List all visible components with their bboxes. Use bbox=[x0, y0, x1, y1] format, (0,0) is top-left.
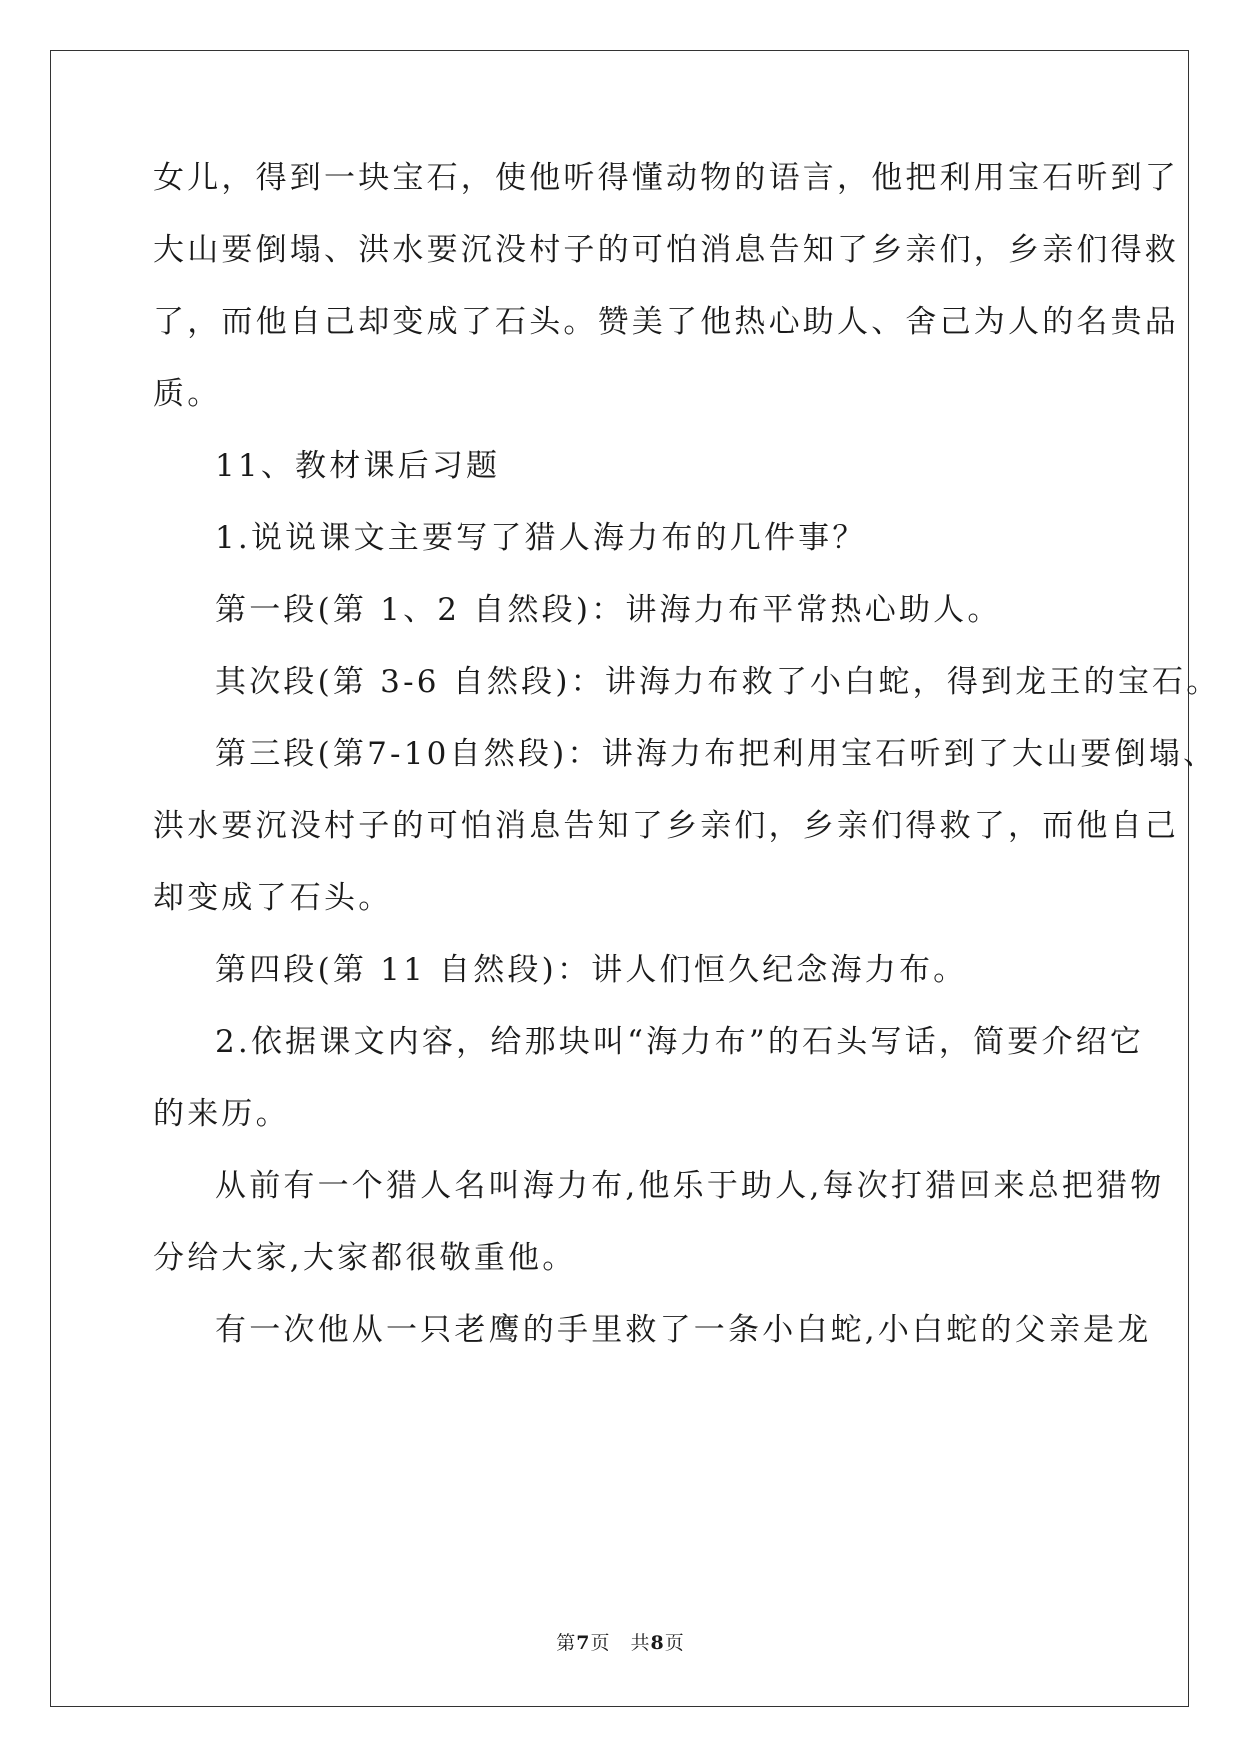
question-1: 1.说说课文主要写了猎人海力布的几件事？ bbox=[215, 520, 867, 556]
text-line: 从前有一个猎人名叫海力布,他乐于助人,每次打猎回来总把猎物 bbox=[215, 1168, 1165, 1204]
text-line: 其次段(第 3-6 自然段)：讲海力布救了小白蛇，得到龙王的宝石。 bbox=[215, 664, 1221, 700]
section-heading: 11、教材课后习题 bbox=[215, 448, 501, 484]
text-line: 第一段(第 1、2 自然段)：讲海力布平常热心助人。 bbox=[215, 592, 1002, 628]
page-footer bbox=[0, 1631, 1241, 1655]
text-line: 有一次他从一只老鹰的手里救了一条小白蛇,小白蛇的父亲是龙 bbox=[215, 1312, 1152, 1348]
page-number-current: 7 bbox=[576, 1632, 591, 1654]
text-line: 第四段(第 11 自然段)：讲人们恒久纪念海力布。 bbox=[215, 952, 968, 988]
page-number-suffix: 页 bbox=[664, 1632, 685, 1654]
text-line: 大山要倒塌、洪水要沉没村子的可怕消息告知了乡亲们，乡亲们得救 bbox=[153, 232, 1179, 268]
text-line: 的来历。 bbox=[153, 1096, 290, 1132]
question-2: 2.依据课文内容，给那块叫“海力布”的石头写话，简要介绍它 bbox=[215, 1024, 1145, 1060]
text-line: 洪水要沉没村子的可怕消息告知了乡亲们，乡亲们得救了，而他自己 bbox=[153, 808, 1179, 844]
page-number-total: 8 bbox=[650, 1632, 665, 1654]
text-line: 质。 bbox=[153, 376, 222, 412]
page-number-prefix: 第 bbox=[556, 1632, 577, 1654]
text-line: 第三段(第7-10自然段)：讲海力布把利用宝石听到了大山要倒塌、 bbox=[215, 736, 1218, 772]
text-line: 了，而他自己却变成了石头。赞美了他热心助人、舍己为人的名贵品 bbox=[153, 304, 1179, 340]
text-line: 分给大家,大家都很敬重他。 bbox=[153, 1240, 577, 1276]
page-number-middle: 页 共 bbox=[590, 1632, 651, 1654]
text-line: 女儿，得到一块宝石，使他听得懂动物的语言，他把利用宝石听到了 bbox=[153, 160, 1179, 196]
text-line: 却变成了石头。 bbox=[153, 880, 393, 916]
